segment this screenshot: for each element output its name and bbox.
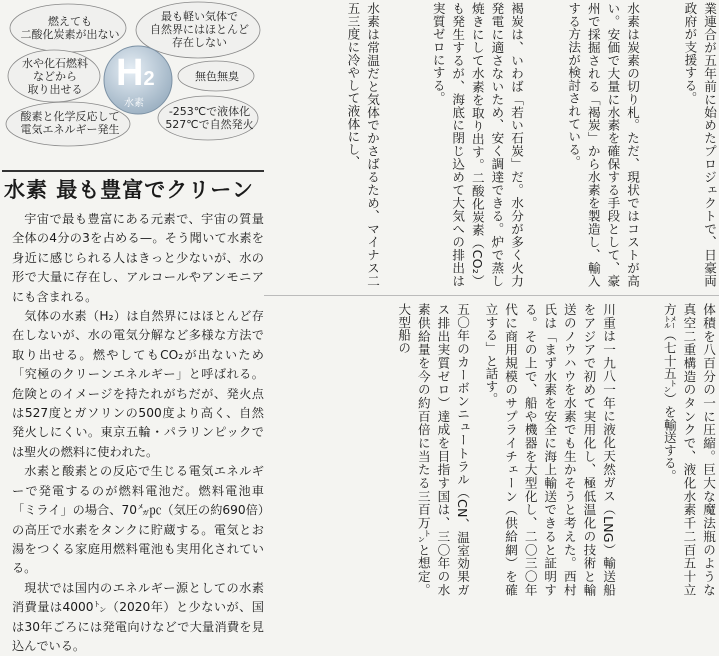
h2-subscript: 2 — [143, 68, 155, 90]
bubble-sources: 水や化石燃料 などから 取り出せる — [22, 57, 88, 96]
h2-letter: H — [116, 52, 144, 94]
bubble-temperature: -253℃で液体化 527℃で自然発火 — [165, 105, 254, 131]
h2-caption: 水素 — [124, 98, 144, 109]
title-rule — [2, 170, 264, 172]
bubble-colorless: 無色無臭 — [195, 70, 239, 83]
explainer-paragraph: 水素と酸素との反応で生じる電気エネルギーで発電するのが燃料電池だ。燃料電池車「ミライ」の場合、70㍋㍶（気圧の約690倍）の高圧で水素をタンクに貯蔵する。電気とお湯をつくる家庭用燃料電池も実用化されている。 — [12, 464, 264, 576]
article-title: 水素 最も豊富でクリーン — [4, 177, 254, 202]
vertical-article — [264, 0, 719, 598]
vertical-block: 水素は炭素の切り札。ただ、現状ではコストが高い。安価で大量に水素を確保する手段として、豪州で採掘される「褐炭」から水素を製造し、輸入する方法が検討されている。 — [566, 2, 640, 287]
vertical-block: 川重は一九八一年に液化天然ガス（LNG）輸送船をアジアで初めて実用化し、極低温化の技術と輸送のノウハウを水素でも生かそうと考えた。西村氏は「まず水素を安全に海上輸送できると証明する。その上で、船や機器を大型化し、二〇三〇年代に商用規模のサプライチェーン（供給網）を確立する」と話す。 — [483, 303, 616, 596]
vertical-block: 褐炭は、いわば「若い石炭」だ。水分が多く火力発電に適さないため、安く調達できる。炉で蒸し焼きにして水素を取り出す。二酸化炭素（CO₂）も発生するが、海底に閉じ込めて大気への排出は実質ゼロにする。 — [430, 2, 524, 287]
bubble-no-co2: 燃えても 二酸化炭素が出ない — [20, 15, 120, 41]
vertical-block: 体積を八百分の一に圧縮。巨大な魔法瓶のような真空二重構造のタンクで、液化水素千二百五十立方㍍（七十五㌧）を輸送する。 — [661, 303, 716, 596]
explainer-paragraph: 宇宙で最も豊富にある元素で、宇宙の質量全体の4分の3を占める⁠—。そう聞いて水素を身近に感じられる人はきっと少ないが、水の形で大量に存在し、アルコールやアンモニアにも含まれる。 — [12, 212, 264, 304]
vertical-block: 水素は常温だと気体でかさばるため、マイナス二五三度に冷やして液体にし、 — [345, 2, 380, 287]
vertical-block: 五〇年のカーボンニュートラル（CN、温室効果ガス排出実質ゼロ）達成を目指す国は、三〇年の水素供給量を今の約百倍に当たる三百万㌧と想定。大型船の — [396, 303, 470, 596]
explainer-body — [12, 210, 264, 656]
vertical-block: 業連合が五年前に始めたプロジェクトで、日豪両政府が支援する。 — [682, 2, 717, 287]
h2-symbol-icon — [102, 44, 174, 116]
explainer-paragraph: 気体の水素（H₂）は自然界にはほとんど存在しないが、水の電気分解など多様な方法で取り出せる。燃やしてもCO₂が出ないため「究極のクリーンエネルギー」と呼ばれる。危険とのイメージを持たれがちだが、発火点は527度とガソリンの500度より高く、自然発火しにくい。東京五輪・パラリンピックでは聖火の燃料に使われた。 — [12, 309, 264, 459]
bubble-reaction: 酸素と化学反応して 電気エネルギー発生 — [20, 110, 120, 136]
bubble-lightest-gas: 最も軽い気体で 自然界にはほとんど 存在しない — [150, 10, 249, 49]
explainer-paragraph: 現状では国内のエネルギー源としての水素消費量は4000㌧（2020年）と少ないが、国は30年ごろには発電向けなどで大量消費を見込んでいる。 — [12, 580, 264, 653]
hydrogen-infobox — [2, 0, 264, 150]
